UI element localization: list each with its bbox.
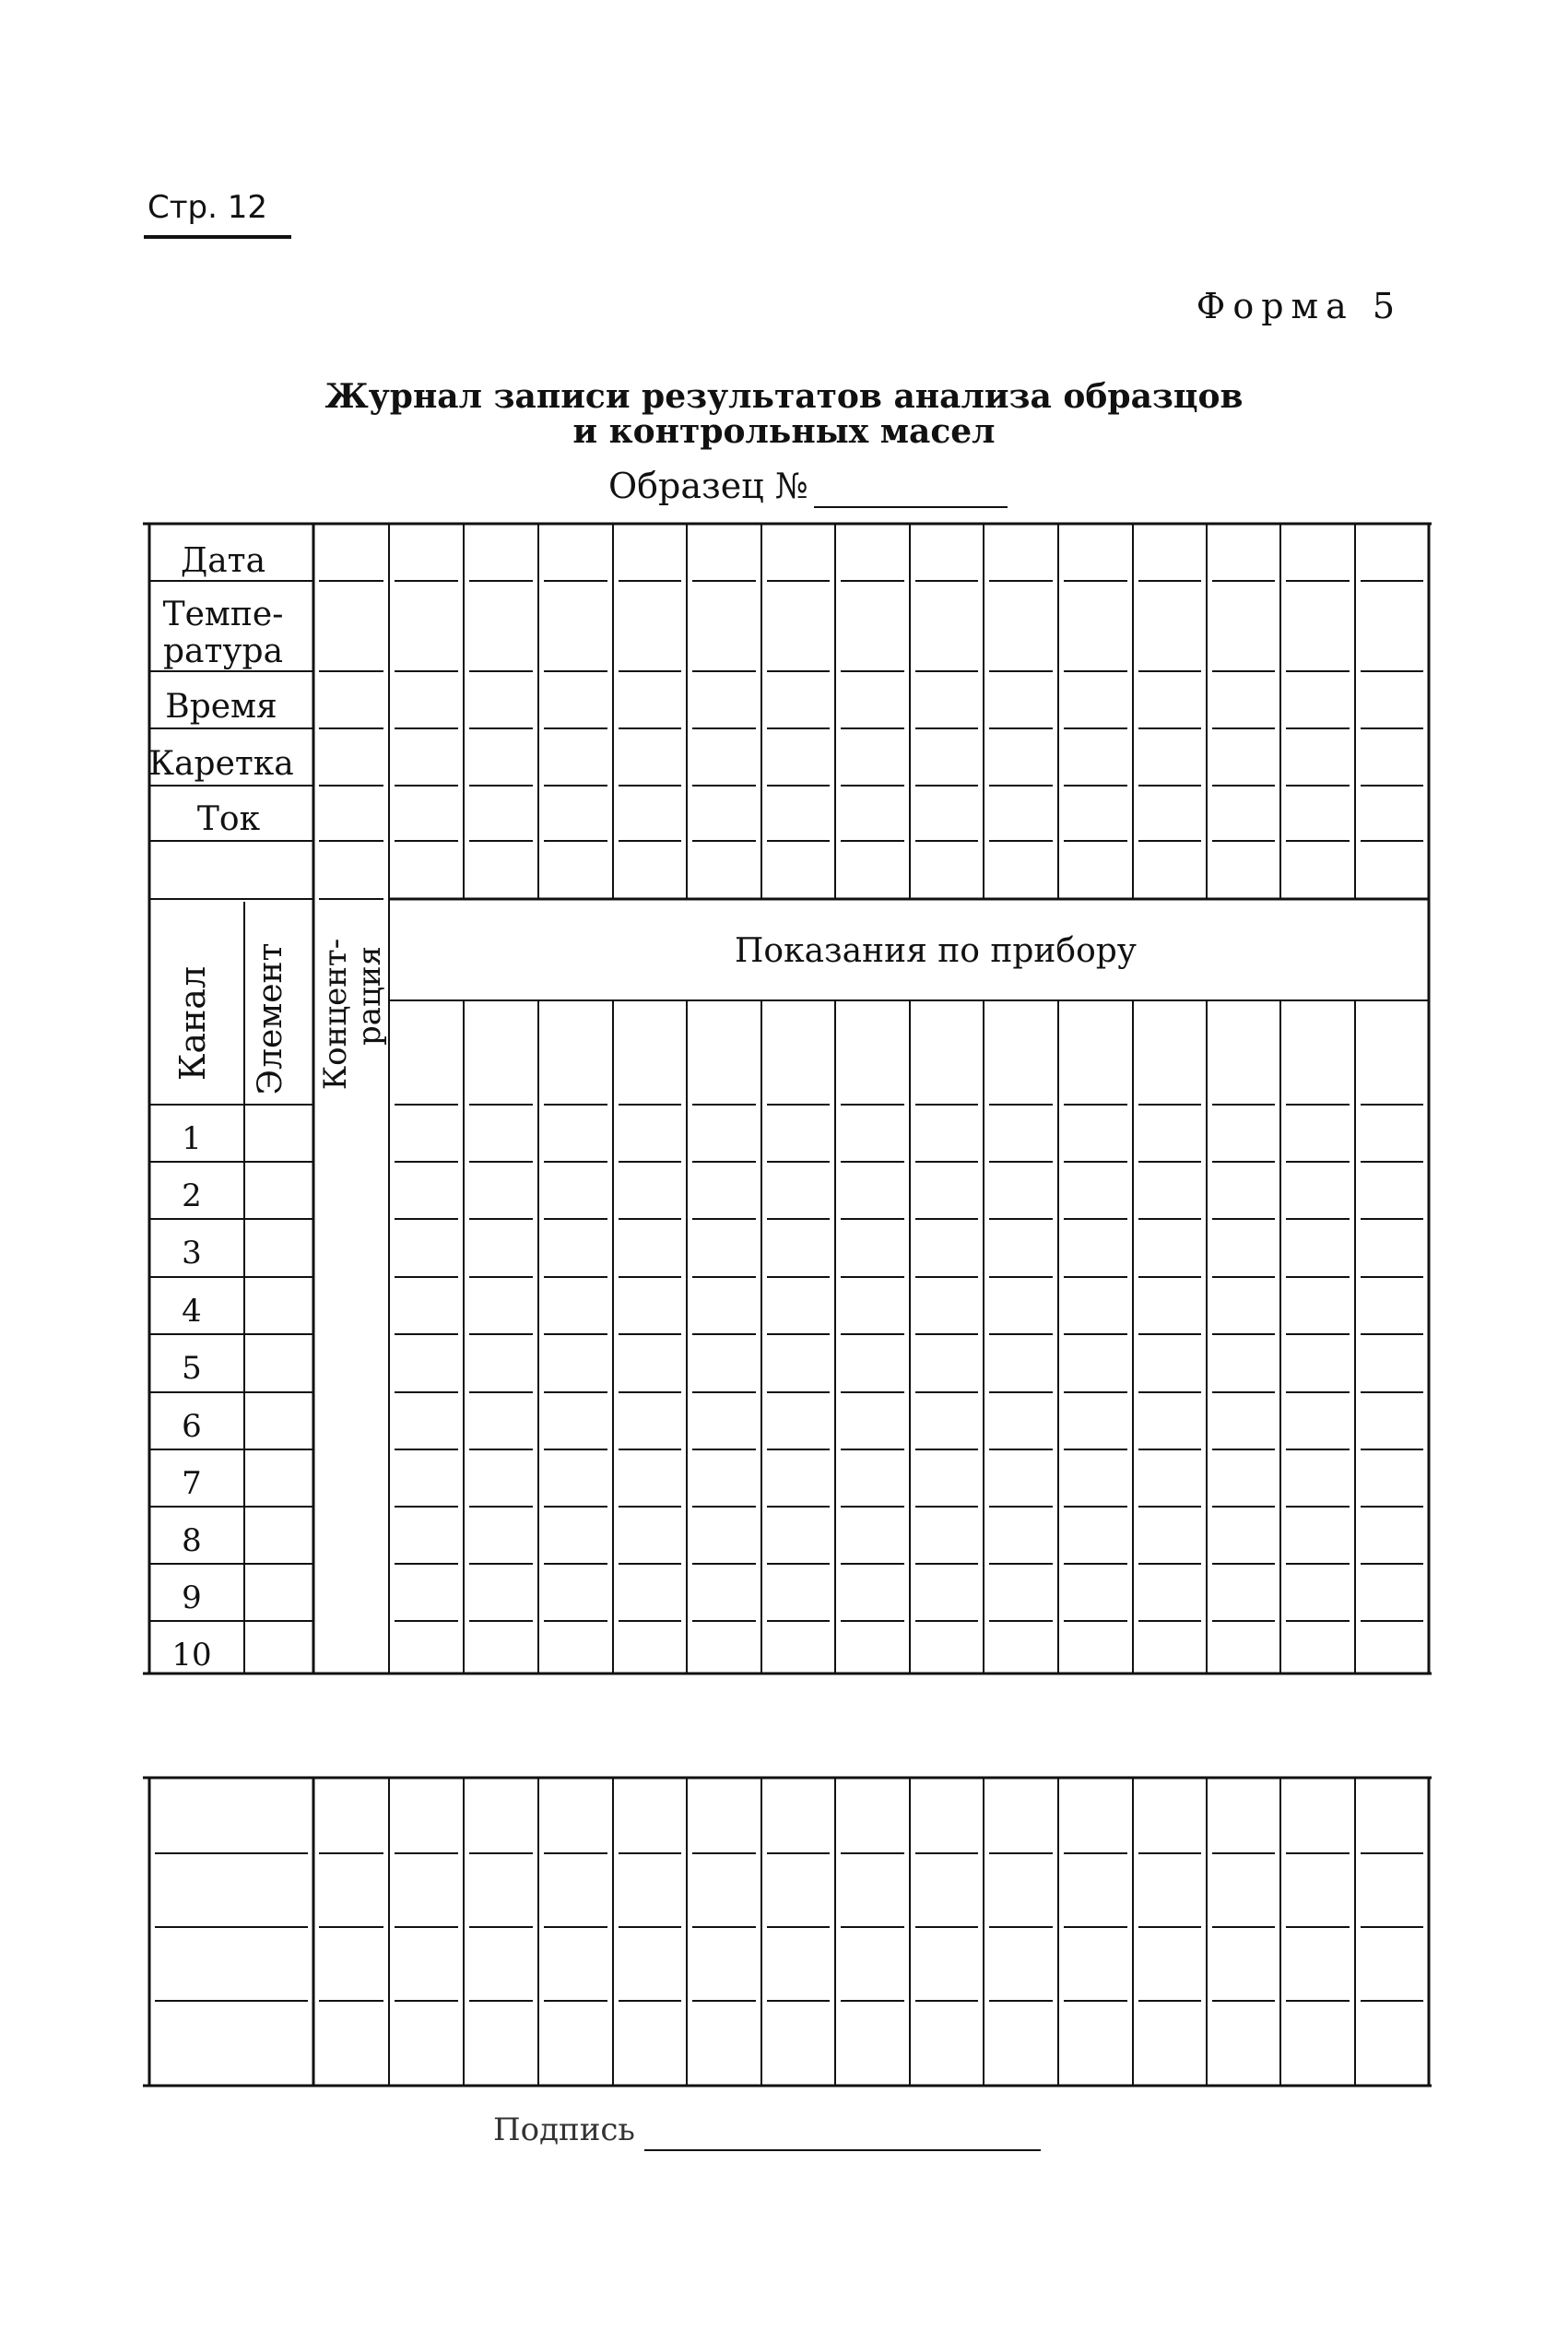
channel-number: 6 (182, 1408, 202, 1445)
channel-number: 4 (182, 1293, 202, 1330)
row-label-current: Ток (196, 800, 261, 838)
channel-number: 9 (182, 1579, 202, 1616)
channel-number: 7 (182, 1465, 202, 1502)
signature-label: Подпись (493, 2111, 635, 2148)
row-label-date: Дата (180, 542, 266, 580)
journal-title-line1: Журнал записи результатов анализа образцов (324, 377, 1244, 416)
journal-title-line2: и контрольных масел (572, 412, 996, 451)
channel-number: 2 (182, 1177, 202, 1214)
page-number: Стр. 12 (147, 189, 268, 226)
col-label-concentration-1: Концент- (317, 938, 354, 1091)
channel-number: 5 (182, 1350, 202, 1387)
row-label-carriage: Каретка (148, 745, 294, 783)
col-label-element: Элемент (252, 942, 289, 1095)
signature-row (493, 2111, 1041, 2151)
channel-number: 1 (182, 1120, 202, 1157)
form-label: Форма 5 (1196, 286, 1402, 326)
sample-label: Образец № (608, 466, 808, 506)
row-label-time: Время (165, 688, 277, 726)
channel-number: 8 (182, 1522, 202, 1559)
col-label-channel: Канал (172, 965, 213, 1082)
row-label-temperature-1: Темпе- (162, 596, 284, 633)
channel-number: 10 (171, 1637, 212, 1674)
row-label-temperature-2: ратура (162, 633, 284, 670)
channel-number: 3 (182, 1235, 202, 1271)
signature-field[interactable] (644, 2112, 1041, 2151)
readings-header: Показания по прибору (735, 932, 1137, 970)
col-label-concentration-2: рация (351, 945, 388, 1047)
